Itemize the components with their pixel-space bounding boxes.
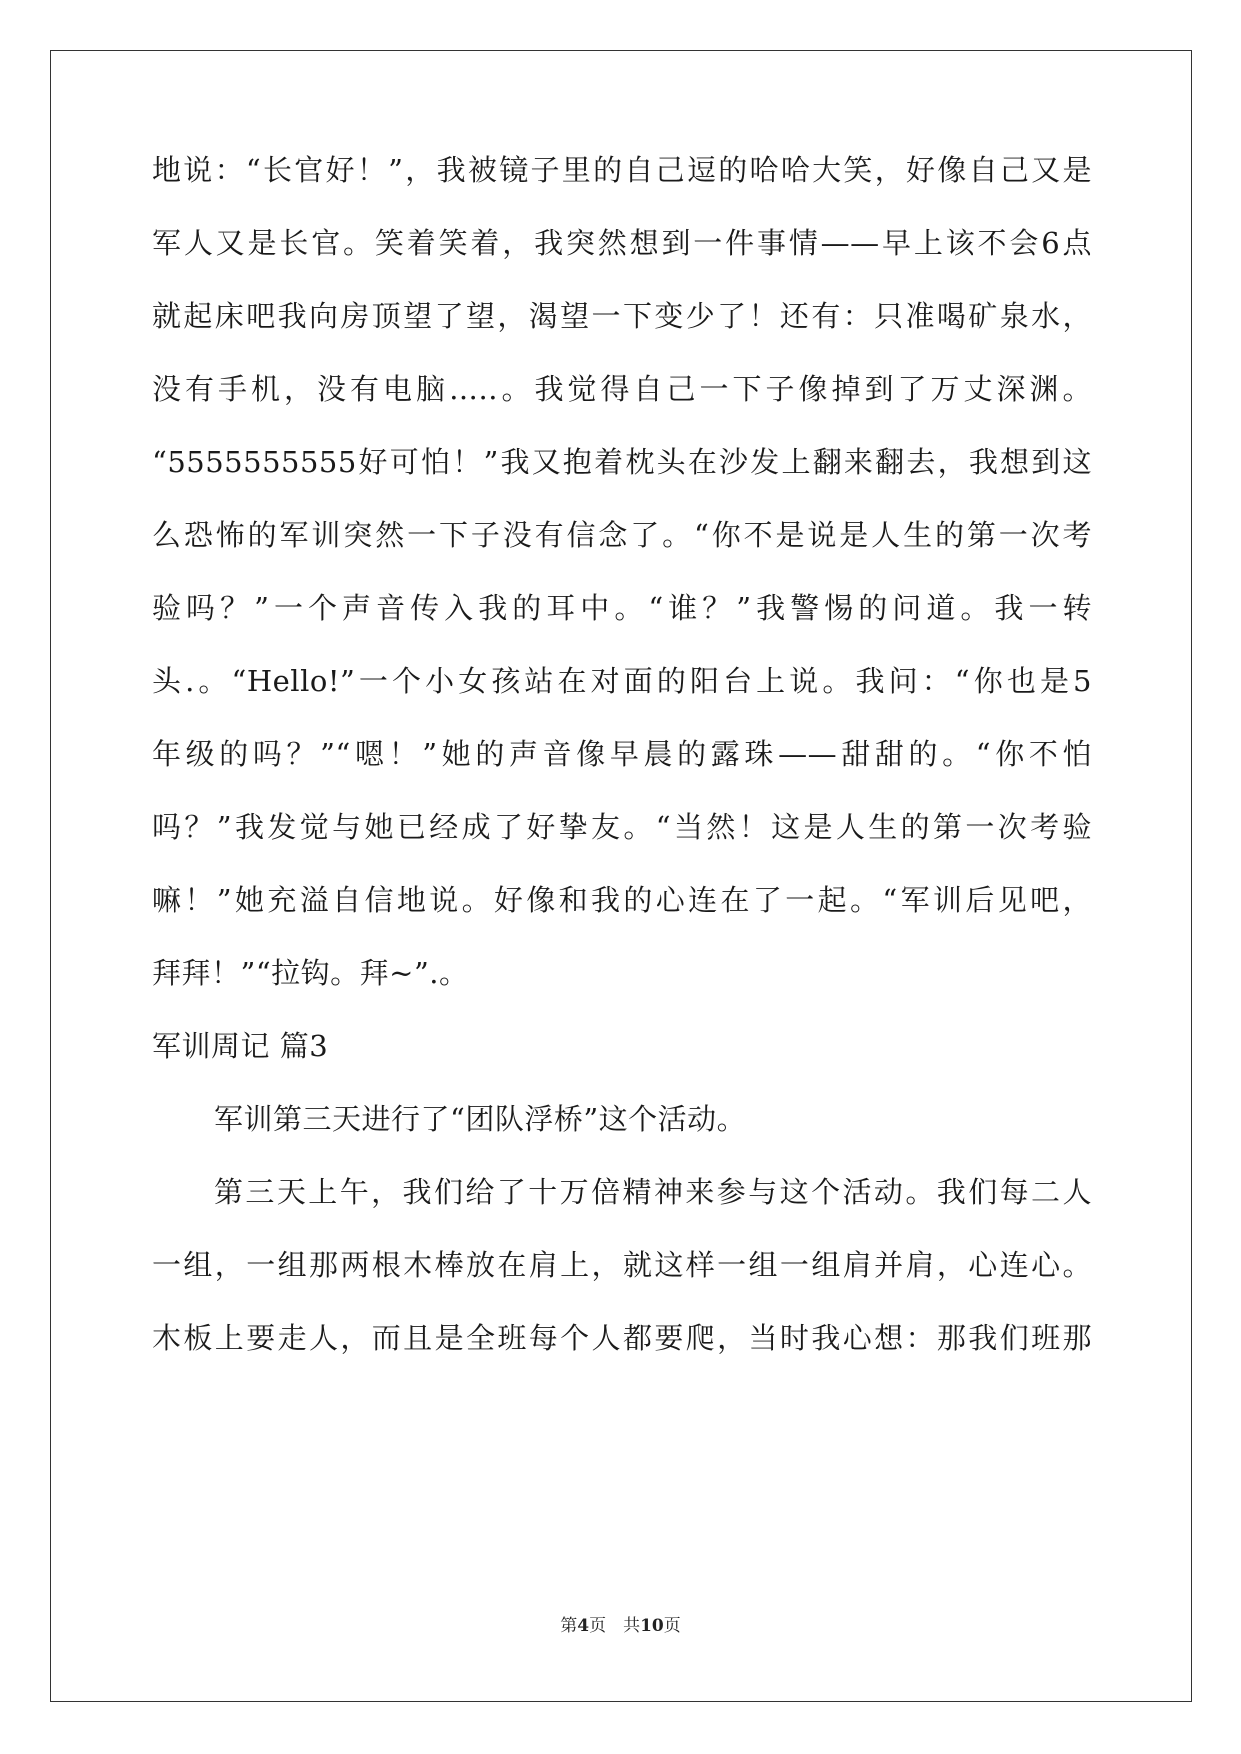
text-line: 验吗？”一个声音传入我的耳中。“谁？”我警惕的问道。我一转 (152, 591, 1092, 625)
section-title: 军训周记 篇3 (152, 1029, 329, 1063)
text-line: 么恐怖的军训突然一下子没有信念了。“你不是说是人生的第一次考 (152, 518, 1092, 552)
text-line: 军人又是长官。笑着笑着，我突然想到一件事情——早上该不会6点 (152, 226, 1092, 260)
text-line: 嘛！”她充溢自信地说。好像和我的心连在了一起。“军训后见吧， (152, 883, 1092, 917)
text-line: 头.。“Hello!”一个小女孩站在对面的阳台上说。我问：“你也是5 (152, 664, 1092, 698)
text-line: 吗？”我发觉与她已经成了好挚友。“当然！这是人生的第一次考验 (152, 810, 1092, 844)
text-line: 没有手机，没有电脑…..。我觉得自己一下子像掉到了万丈深渊。 (152, 372, 1092, 406)
text-line: 就起床吧我向房顶望了望，渴望一下变少了！还有：只准喝矿泉水， (152, 299, 1092, 333)
text-line: “5555555555好可怕！”我又抱着枕头在沙发上翻来翻去，我想到这 (152, 445, 1092, 479)
total-pages: 10 (640, 1616, 664, 1636)
footer-prefix: 第 (560, 1616, 578, 1636)
footer-suffix: 页 (663, 1616, 681, 1636)
footer-mid: 页 共 (589, 1616, 641, 1636)
text-line: 地说：“长官好！”，我被镜子里的自己逗的哈哈大笑，好像自己又是 (152, 153, 1092, 187)
page-number: 4 (577, 1616, 590, 1636)
paragraph-line: 军训第三天进行了“团队浮桥”这个活动。 (214, 1102, 747, 1136)
paragraph-line: 一组，一组那两根木棒放在肩上，就这样一组一组肩并肩，心连心。 (152, 1248, 1092, 1282)
paragraph-line: 木板上要走人，而且是全班每个人都要爬，当时我心想：那我们班那 (152, 1321, 1092, 1355)
page-footer (0, 1614, 1241, 1638)
text-line: 年级的吗？”“嗯！”她的声音像早晨的露珠——甜甜的。“你不怕 (152, 737, 1092, 771)
text-line: 拜拜！”“拉钩。拜~”.。 (152, 956, 469, 990)
paragraph-line: 第三天上午，我们给了十万倍精神来参与这个活动。我们每二人 (214, 1175, 1092, 1209)
